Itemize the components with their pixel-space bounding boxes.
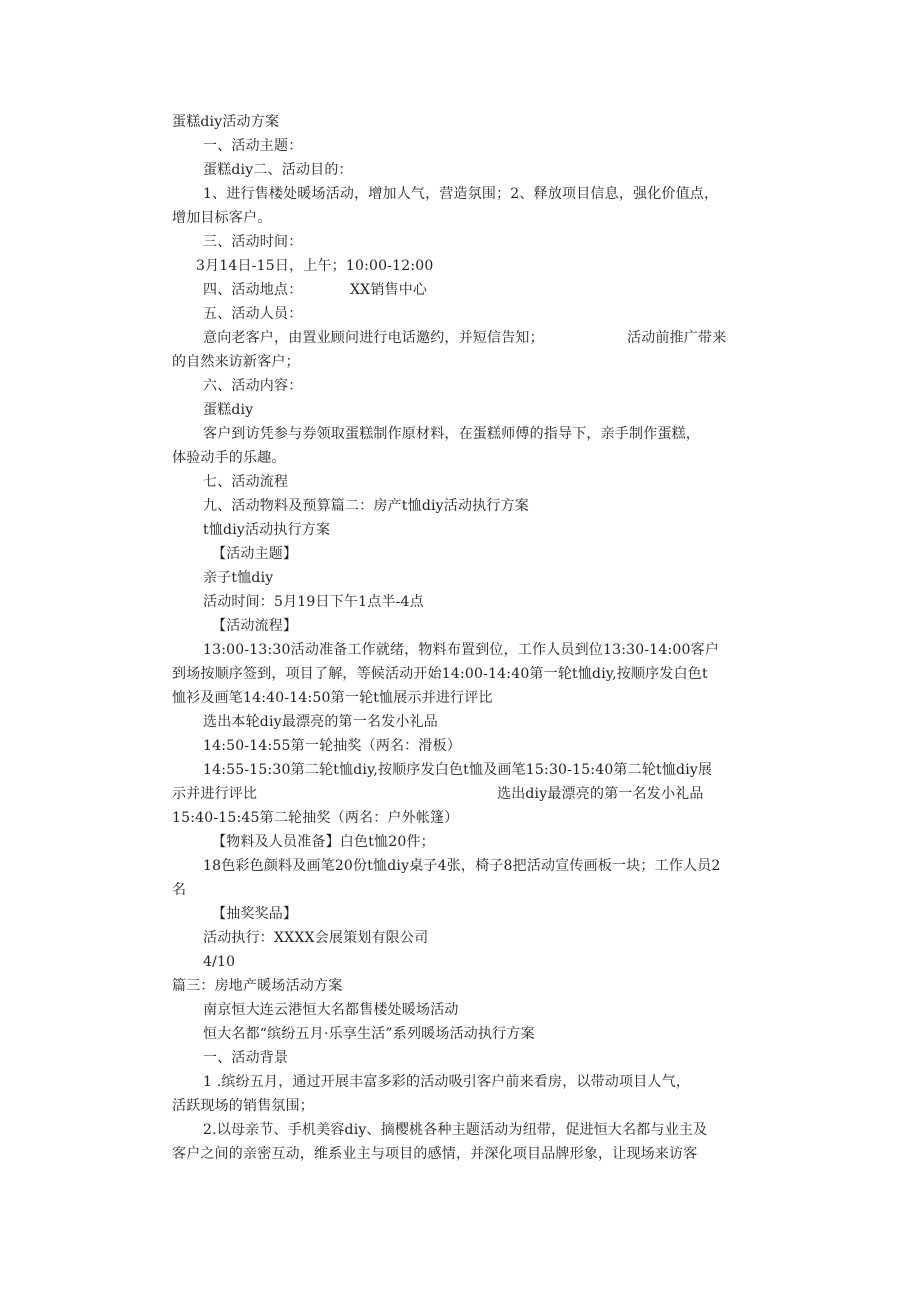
doc-title: 蛋糕diy活动方案	[172, 114, 280, 130]
text-line: 蛋糕diy	[203, 402, 254, 418]
text-line: 【物料及人员准备】白色t恤20件；	[212, 834, 435, 850]
text-line: 客户之间的亲密互动，维系业主与项目的感情，并深化项目品牌形象，让现场来访客	[172, 1146, 698, 1162]
section-heading: 【抽奖奖品】	[212, 906, 298, 922]
section-heading: 一、活动背景	[203, 1050, 289, 1066]
text-line: 1、进行售楼处暖场活动，增加人气，营造氛围；2、释放项目信息，强化价值点，	[203, 186, 719, 202]
text-line: 南京恒大连云港恒大名都售楼处暖场活动	[203, 1002, 459, 1018]
text-line: 示并进行评比	[172, 786, 258, 802]
text-line: 活动时间：5月19日下午1点半-4点	[203, 594, 424, 610]
text-line: 九、活动物料及预算篇二：房产t恤diy活动执行方案	[203, 498, 529, 514]
text-line: 客户到访凭参与券领取蛋糕制作原材料，在蛋糕师傅的指导下，亲手制作蛋糕，	[203, 426, 700, 442]
text-line: 蛋糕diy二、活动目的：	[203, 162, 353, 178]
text-line: 到场按顺序签到，项目了解，等候活动开始14:00-14:40第一轮t恤diy,按顺序发白色t	[172, 666, 708, 682]
text-line: 3月14日-15日，上午；10:00-12:00	[196, 258, 434, 274]
text-line: 的自然来访新客户；	[172, 354, 300, 370]
text-line: 15:40-15:45第二轮抽奖（两名：户外帐篷）	[172, 810, 459, 826]
section-heading: 【活动主题】	[212, 546, 298, 562]
text-line: 1 .缤纷五月，通过开展丰富多彩的活动吸引客户前来看房，以带动项目人气，	[203, 1074, 691, 1090]
section-heading: 六、活动内容：	[203, 378, 303, 394]
section-heading: 五、活动人员：	[203, 306, 303, 322]
text-line: 恤衫及画笔14:40-14:50第一轮t恤展示并进行评比	[172, 690, 493, 706]
text-line: 名	[172, 882, 187, 898]
text-line: 体验动手的乐趣。	[172, 450, 286, 466]
text-line: 意向老客户，由置业顾问进行电话邀约，并短信告知；	[203, 330, 544, 346]
text-line: 14:50-14:55第一轮抽奖（两名：滑板）	[203, 738, 462, 754]
section-heading: 一、活动主题：	[203, 138, 303, 154]
section-heading: 【活动流程】	[212, 618, 298, 634]
text-line: 14:55-15:30第二轮t恤diy,按顺序发白色t恤及画笔15:30-15:40第二轮t恤diy展	[203, 762, 713, 778]
text-line: 选出本轮diy最漂亮的第一名发小礼品	[203, 714, 438, 730]
chapter-title: 篇三：房地产暖场活动方案	[172, 978, 343, 994]
text-line: 增加目标客户。	[172, 210, 272, 226]
text-line: 活跃现场的销售氛围；	[172, 1098, 314, 1114]
text-line: XX销售中心	[350, 282, 428, 298]
page-number: 4/10	[203, 954, 236, 970]
section-heading: 三、活动时间：	[203, 234, 303, 250]
text-line: 亲子t恤diy	[203, 570, 274, 586]
text-line: t恤diy活动执行方案	[203, 522, 331, 538]
text-line: 活动执行：XXXX会展策划有限公司	[203, 930, 429, 946]
section-heading: 七、活动流程	[203, 474, 289, 490]
text-line: 2.以母亲节、手机美容diy、摘樱桃各种主题活动为纽带，促进恒大名都与业主及	[203, 1122, 708, 1138]
text-line: 选出diy最漂亮的第一名发小礼品	[497, 786, 704, 802]
text-line: 恒大名都“缤纷五月·乐享生活”系列暖场活动执行方案	[203, 1026, 535, 1042]
text-line: 13:00-13:30活动准备工作就绪，物料布置到位，工作人员到位13:30-14:00客户	[203, 642, 720, 658]
section-heading: 四、活动地点：	[203, 282, 303, 298]
text-line: 活动前推广带来	[627, 330, 727, 346]
text-line: 18色彩色颜料及画笔20份t恤diy桌子4张，椅子8把活动宣传画板一块；工作人员2	[203, 858, 721, 874]
